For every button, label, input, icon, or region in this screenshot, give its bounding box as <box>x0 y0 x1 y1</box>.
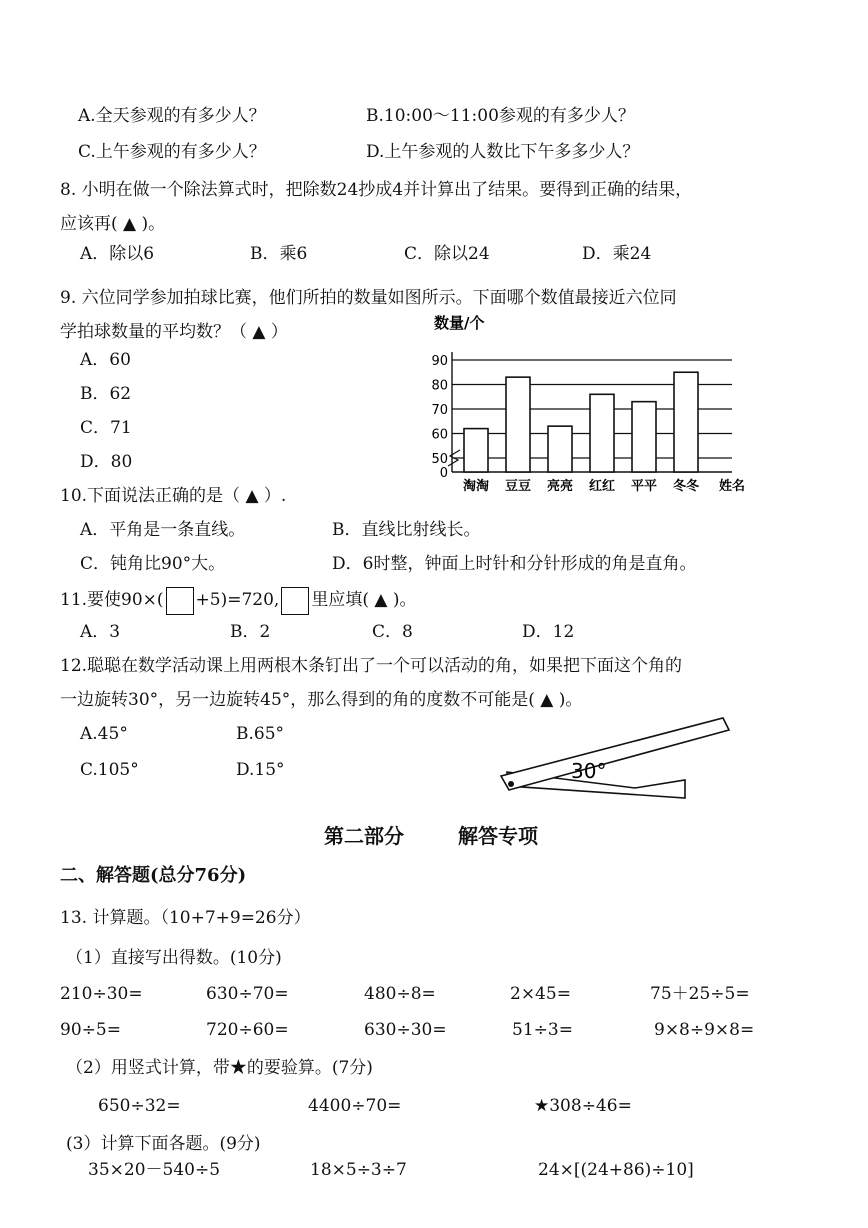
x-tick-label: 冬冬 <box>672 479 700 494</box>
q8-option-c: C．除以24 <box>404 244 490 264</box>
q8-option-b: B．乘6 <box>250 244 308 264</box>
x-axis-label: 姓名 <box>718 479 746 494</box>
q13-sub2: （2）用竖式计算，带★的要验算。(7分) <box>66 1058 373 1078</box>
calc-item: 35×20－540÷5 <box>88 1160 221 1180</box>
y-tick-label: 70 <box>431 403 448 418</box>
x-tick-label: 红红 <box>588 479 616 494</box>
q10-option-b: B．直线比射线长。 <box>332 520 481 540</box>
x-tick-label: 亮亮 <box>546 479 574 494</box>
calc-item: 630÷30= <box>364 1020 447 1040</box>
calc-item: 51÷3= <box>512 1020 573 1040</box>
y-tick-label: 80 <box>431 378 448 394</box>
bar <box>590 394 614 472</box>
calc-item: 4400÷70= <box>308 1096 402 1116</box>
calc-item: 210÷30= <box>60 984 143 1004</box>
q13-sub1: （1）直接写出得数。(10分) <box>66 948 282 968</box>
x-tick-label: 豆豆 <box>504 479 532 494</box>
answer-box <box>166 587 194 615</box>
q11-option-a: A．3 <box>80 622 121 642</box>
part2-subtitle: 解答专项 <box>458 824 538 848</box>
q8-stem-line2: 应该再( ▲ )。 <box>60 214 166 234</box>
q7-option-b: B.10:00～11:00参观的有多少人？ <box>366 106 635 126</box>
calc-item: 75＋25÷5= <box>650 984 750 1004</box>
q8-option-a: A．除以6 <box>80 244 155 264</box>
pivot-nail <box>508 781 514 787</box>
angle-figure <box>495 700 735 800</box>
bar <box>464 429 488 472</box>
q10-option-c: C．钝角比90°大。 <box>80 554 226 574</box>
y-axis-label: 数量/个 <box>434 314 485 332</box>
q11-option-b: B．2 <box>230 622 271 642</box>
calc-item: 9×8÷9×8= <box>654 1020 755 1040</box>
q12-option-c: C.105° <box>80 760 139 780</box>
q9-option-c: C．71 <box>80 418 132 438</box>
q9-option-b: B．62 <box>80 384 132 404</box>
calc-item: 2×45= <box>510 984 571 1004</box>
y-tick-label: 90 <box>431 354 448 369</box>
calc-item: 90÷5= <box>60 1020 121 1040</box>
calc-item: ★308÷46= <box>534 1096 632 1116</box>
bar <box>674 372 698 472</box>
calc-item: 720÷60= <box>206 1020 289 1040</box>
answer-box-2 <box>281 587 309 615</box>
calc-item: 18×5÷3÷7 <box>310 1160 407 1180</box>
q9-stem-line1: 9. 六位同学参加拍球比赛，他们所拍的数量如图所示。下面哪个数值最接近六位同 <box>60 288 677 308</box>
q7-option-c: C.上午参观的有多少人？ <box>78 142 266 162</box>
calc-item: 24×[(24+86)÷10] <box>538 1160 694 1180</box>
q8-option-d: D．乘24 <box>582 244 652 264</box>
calc-item: 630÷70= <box>206 984 289 1004</box>
angle-label: 30° <box>571 759 607 783</box>
x-tick-label: 淘淘 <box>462 479 490 494</box>
q12-stem-line2: 一边旋转30°，另一边旋转45°，那么得到的角的度数不可能是( ▲ )。 <box>60 690 583 710</box>
q11-option-d: D．12 <box>522 622 575 642</box>
q10-option-d: D．6时整，钟面上时针和分针形成的角是直角。 <box>332 554 697 574</box>
y-tick-label: 60 <box>431 427 448 443</box>
q12-option-a: A.45° <box>80 724 128 744</box>
q12-stem-line1: 12.聪聪在数学活动课上用两根木条钉出了一个可以活动的角，如果把下面这个角的 <box>60 656 683 676</box>
y-tick-label: 0 <box>439 466 448 481</box>
q9-option-a: A．60 <box>80 350 131 370</box>
q13-sub3: (3）计算下面各题。(9分) <box>66 1134 261 1154</box>
q9-stem-line2: 学拍球数量的平均数？（ ▲ ） <box>60 322 288 342</box>
x-tick-label: 平平 <box>630 479 658 494</box>
calc-item: 480÷8= <box>364 984 436 1004</box>
calc-item: 650÷32= <box>98 1096 181 1116</box>
bar-chart <box>420 312 760 502</box>
bar <box>506 377 530 472</box>
q10-stem: 10.下面说法正确的是（ ▲ ）. <box>60 486 287 506</box>
q9-option-d: D．80 <box>80 452 133 472</box>
q11-stem-part3: 里应填( ▲ )。 <box>311 590 417 610</box>
part2-title: 第二部分 <box>324 824 404 848</box>
section-heading: 二、解答题(总分76分) <box>60 865 247 886</box>
q13-stem: 13. 计算题。（10+7+9=26分） <box>60 908 311 928</box>
q10-option-a: A．平角是一条直线。 <box>80 520 246 540</box>
q12-option-d: D.15° <box>236 760 285 780</box>
bar <box>632 402 656 472</box>
q7-option-a: A.全天参观的有多少人？ <box>78 106 266 126</box>
y-tick-label: 50 <box>431 452 448 467</box>
top-stick <box>501 718 729 790</box>
q11-stem-part2: +5)=720, <box>195 590 280 610</box>
q11-stem <box>60 586 417 615</box>
q12-option-b: B.65° <box>236 724 285 744</box>
q11-option-c: C．8 <box>372 622 413 642</box>
q7-option-d: D.上午参观的人数比下午多多少人？ <box>366 142 640 162</box>
q11-stem-part1: 11.要使90×( <box>60 590 164 610</box>
q8-stem-line1: 8. 小明在做一个除法算式时，把除数24抄成4并计算出了结果。要得到正确的结果， <box>60 180 693 200</box>
bar <box>548 426 572 472</box>
